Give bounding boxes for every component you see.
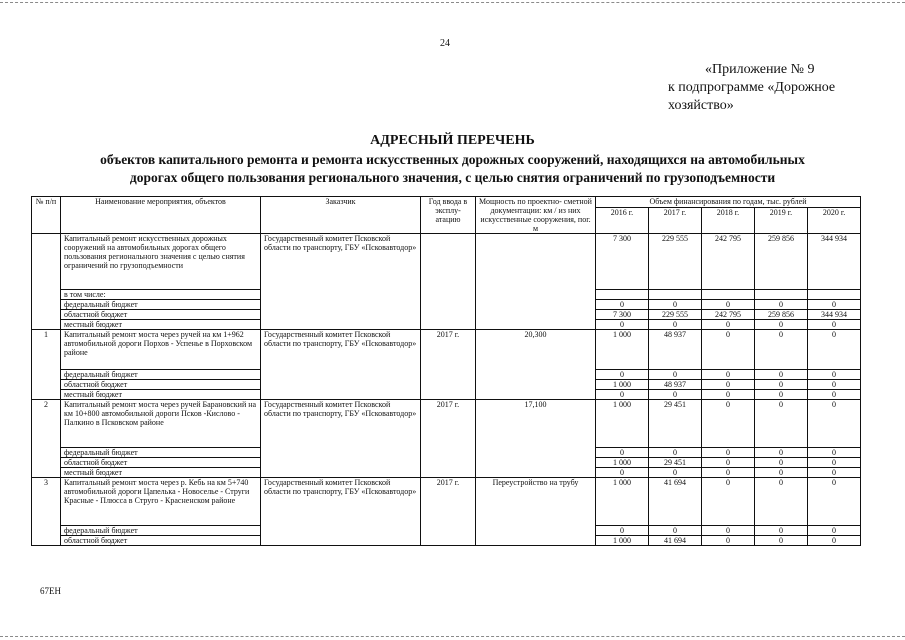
- header-funding: Объем финансирования по годам, тыс. рублей: [596, 197, 861, 208]
- funding-value: 48 937: [649, 330, 702, 370]
- budget-value: 0: [596, 300, 649, 310]
- budget-label: местный бюджет: [61, 390, 261, 400]
- funding-value: 344 934: [808, 234, 861, 290]
- capacity-value: 20,300: [476, 330, 596, 400]
- appendix-line-2: к подпрограмме «Дорожное: [668, 80, 836, 95]
- object-name: Капитальный ремонт моста через ручей Барановский на км 10+800 автомобильной дороги Псков -Кислово - Палкино в Псковском районе: [61, 400, 261, 448]
- budget-value: 0: [755, 526, 808, 536]
- table-row: [32, 330, 861, 370]
- budget-label: областной бюджет: [61, 380, 261, 390]
- header-year-2017: 2017 г.: [649, 208, 702, 234]
- budget-value: 242 795: [702, 310, 755, 320]
- row-number: 2: [32, 400, 61, 478]
- object-name: Капитальный ремонт моста через ручей на км 1+962 автомобильной дороги Порхов - Успенье в Порховском районе: [61, 330, 261, 370]
- budget-value: 229 555: [649, 310, 702, 320]
- funding-value: 0: [755, 478, 808, 526]
- budget-value: 0: [755, 370, 808, 380]
- customer-name: Государственный комитет Псковской области по транспорту, ГБУ «Псковавтодор»: [261, 478, 421, 546]
- budget-value: 0: [702, 448, 755, 458]
- budget-value: 0: [808, 448, 861, 458]
- budget-value: 344 934: [808, 310, 861, 320]
- budget-label: в том числе:: [61, 290, 261, 300]
- budget-value: 29 451: [649, 458, 702, 468]
- budget-label: местный бюджет: [61, 468, 261, 478]
- header-year-2016: 2016 г.: [596, 208, 649, 234]
- funding-value: 0: [808, 400, 861, 448]
- budget-value: 41 694: [649, 536, 702, 546]
- header-customer: Заказчик: [261, 197, 421, 234]
- row-number: 3: [32, 478, 61, 546]
- budget-value: 0: [702, 370, 755, 380]
- budget-value: 0: [596, 370, 649, 380]
- footer-code: 67ЕН: [40, 586, 61, 596]
- budget-label: областной бюджет: [61, 310, 261, 320]
- budget-label: федеральный бюджет: [61, 370, 261, 380]
- funding-value: 0: [808, 478, 861, 526]
- subtitle-line-2: дорогах общего пользования регионального значения, с целью снятия ограничений по грузоподъемности: [129, 170, 776, 185]
- scan-edge-bottom: [0, 636, 905, 637]
- budget-value: 0: [808, 458, 861, 468]
- budget-value: 0: [808, 536, 861, 546]
- budget-value: 48 937: [649, 380, 702, 390]
- budget-value: [596, 290, 649, 300]
- budget-value: 0: [755, 390, 808, 400]
- budget-value: 0: [649, 526, 702, 536]
- budget-value: 0: [702, 458, 755, 468]
- header-num: № п/п: [32, 197, 61, 234]
- header-name: Наименование мероприятия, объектов: [61, 197, 261, 234]
- budget-value: 0: [596, 448, 649, 458]
- table-row: [32, 234, 861, 290]
- budget-label: областной бюджет: [61, 458, 261, 468]
- budget-value: 1 000: [596, 458, 649, 468]
- budget-value: 0: [808, 380, 861, 390]
- funding-value: 7 300: [596, 234, 649, 290]
- commission-year: 2017 г.: [421, 330, 476, 400]
- budget-value: 0: [649, 370, 702, 380]
- budget-value: 0: [808, 370, 861, 380]
- customer-name: Государственный комитет Псковской области по транспорту, ГБУ «Псковавтодор»: [261, 234, 421, 330]
- budget-value: 0: [702, 468, 755, 478]
- budget-label: федеральный бюджет: [61, 300, 261, 310]
- budget-value: 0: [755, 380, 808, 390]
- budget-value: 0: [702, 380, 755, 390]
- object-name: Капитальный ремонт моста через р. Кебь на км 5+740 автомобильной дороги Цапелька - Новоселье - Струги Красные - Плюсса в Струго - Красненском районе: [61, 478, 261, 526]
- budget-value: 0: [596, 320, 649, 330]
- budget-value: 0: [702, 526, 755, 536]
- budget-label: областной бюджет: [61, 536, 261, 546]
- budget-value: 0: [808, 320, 861, 330]
- funding-value: 0: [702, 478, 755, 526]
- capacity-value: 17,100: [476, 400, 596, 478]
- budget-value: 0: [649, 468, 702, 478]
- budget-value: 0: [649, 300, 702, 310]
- budget-value: 259 856: [755, 310, 808, 320]
- funding-value: 41 694: [649, 478, 702, 526]
- budget-value: 0: [808, 468, 861, 478]
- funding-value: 0: [808, 330, 861, 370]
- funding-value: 1 000: [596, 478, 649, 526]
- funding-value: 229 555: [649, 234, 702, 290]
- budget-value: 1 000: [596, 380, 649, 390]
- appendix-note: [668, 61, 863, 115]
- appendix-line-1: «Приложение № 9: [705, 62, 815, 77]
- row-number: [32, 234, 61, 330]
- document-title: АДРЕСНЫЙ ПЕРЕЧЕНЬ: [370, 133, 535, 148]
- budget-value: [808, 290, 861, 300]
- budget-value: 0: [596, 390, 649, 400]
- budget-value: 0: [702, 300, 755, 310]
- appendix-line-3: хозяйство»: [668, 98, 734, 113]
- header-year-2020: 2020 г.: [808, 208, 861, 234]
- funding-value: 29 451: [649, 400, 702, 448]
- budget-label: федеральный бюджет: [61, 526, 261, 536]
- budget-value: 0: [755, 458, 808, 468]
- budget-value: 7 300: [596, 310, 649, 320]
- budget-value: 0: [808, 526, 861, 536]
- customer-name: Государственный комитет Псковской области по транспорту, ГБУ «Псковавтодор»: [261, 400, 421, 478]
- funding-value: 1 000: [596, 330, 649, 370]
- funding-value: 0: [702, 330, 755, 370]
- commission-year: [421, 234, 476, 330]
- budget-value: 0: [755, 468, 808, 478]
- budget-value: [702, 290, 755, 300]
- header-year: Год ввода в эксплу- атацию: [421, 197, 476, 234]
- budget-value: 0: [596, 526, 649, 536]
- commission-year: 2017 г.: [421, 400, 476, 478]
- budget-value: 0: [702, 536, 755, 546]
- funding-value: 1 000: [596, 400, 649, 448]
- page-number: 24: [440, 38, 450, 49]
- document-subtitle: [20, 151, 885, 187]
- budget-value: [649, 290, 702, 300]
- table-row: [32, 400, 861, 448]
- header-year-2018: 2018 г.: [702, 208, 755, 234]
- budget-value: 0: [649, 320, 702, 330]
- budget-label: федеральный бюджет: [61, 448, 261, 458]
- subtitle-line-1: объектов капитального ремонта и ремонта искусственных дорожных сооружений, находящихся на автомобильных: [100, 152, 805, 167]
- customer-name: Государственный комитет Псковской области по транспорту, ГБУ «Псковавтодор»: [261, 330, 421, 400]
- address-list-table: [31, 196, 861, 546]
- funding-value: 259 856: [755, 234, 808, 290]
- scan-edge-top: [0, 2, 905, 3]
- budget-value: 0: [596, 468, 649, 478]
- budget-value: [755, 290, 808, 300]
- capacity-value: [476, 234, 596, 330]
- funding-value: 0: [755, 400, 808, 448]
- budget-value: 0: [808, 390, 861, 400]
- budget-value: 1 000: [596, 536, 649, 546]
- budget-value: 0: [649, 390, 702, 400]
- funding-value: 0: [755, 330, 808, 370]
- header-capacity: Мощность по проектно- сметной документации: км / из них искусственные сооружения, пог. м: [476, 197, 596, 234]
- object-name: Капитальный ремонт искусственных дорожных сооружений на автомобильных дорогах общего пользования регионального значения с целью снятия ограничений по грузоподъемности: [61, 234, 261, 290]
- budget-value: 0: [702, 320, 755, 330]
- funding-value: 0: [702, 400, 755, 448]
- budget-value: 0: [755, 536, 808, 546]
- budget-value: 0: [755, 300, 808, 310]
- budget-value: 0: [649, 448, 702, 458]
- funding-value: 242 795: [702, 234, 755, 290]
- budget-value: 0: [755, 448, 808, 458]
- header-year-2019: 2019 г.: [755, 208, 808, 234]
- capacity-value: Переустройство на трубу: [476, 478, 596, 546]
- commission-year: 2017 г.: [421, 478, 476, 546]
- table-row: [32, 478, 861, 526]
- budget-value: 0: [808, 300, 861, 310]
- budget-value: 0: [755, 320, 808, 330]
- budget-label: местный бюджет: [61, 320, 261, 330]
- row-number: 1: [32, 330, 61, 400]
- budget-value: 0: [702, 390, 755, 400]
